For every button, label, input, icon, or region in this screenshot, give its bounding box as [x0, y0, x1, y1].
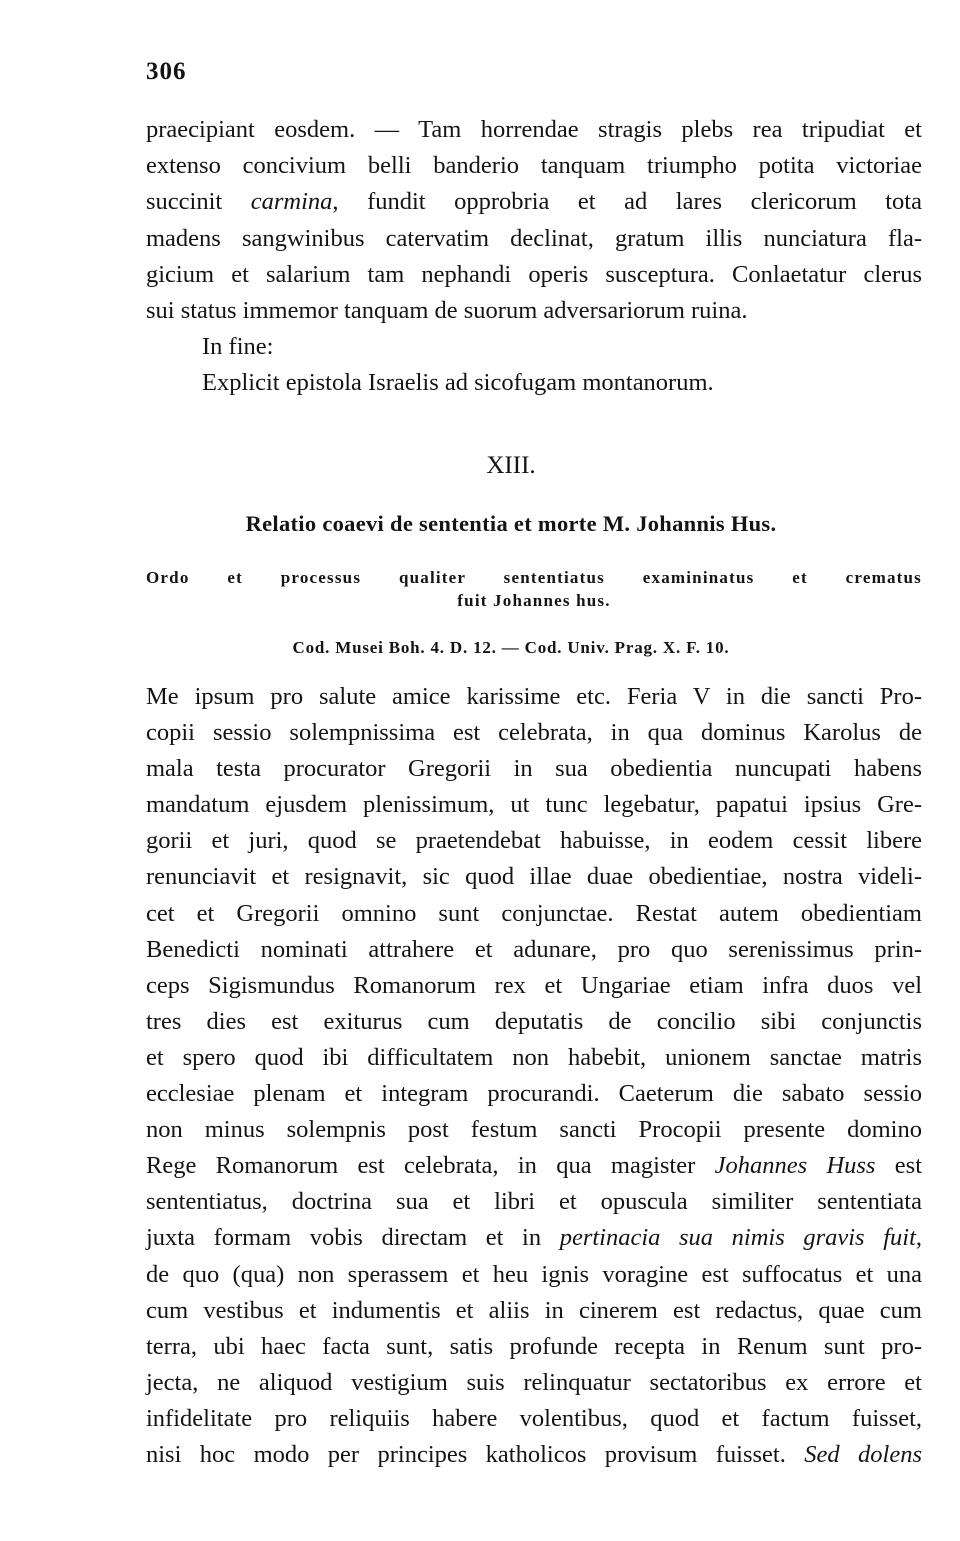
text-line: nisi hoc modo per principes katholicos provisum fuisset. Sed dolens [146, 1440, 922, 1468]
text-line: jecta, ne aliquod vestigium suis relinquatur sectatoribus ex errore et [146, 1368, 922, 1396]
section-title: Relatio coaevi de sententia et morte M. Johannis Hus. [245, 511, 777, 536]
text-line: gicium et salarium tam nephandi operis susceptura. Conlaetatur clerus [146, 260, 922, 288]
text-line: mandatum ejusdem plenissimum, ut tunc legebatur, papatui ipsius Gre- [146, 791, 922, 819]
italic-phrase: carmina [250, 188, 333, 216]
italic-phrase: Johannes Huss [714, 1152, 876, 1180]
text-line: madens sangwinibus catervatim declinat, gratum illis nunciatura fla- [146, 224, 922, 252]
explicit-line: Explicit epistola Israelis ad sicofugam montanorum. [202, 369, 714, 397]
manuscript-sources: Cod. Musei Boh. 4. D. 12. — Cod. Univ. Prag. X. F. 10. [292, 638, 730, 657]
intro-paragraph [146, 112, 922, 402]
text-line: mala testa procurator Gregorii in sua obedientia nuncupati habens [146, 755, 922, 783]
text-line: juxta formam vobis directam et in pertinacia sua nimis gravis fuit, [146, 1224, 922, 1252]
text-line: extenso concivium belli banderio tanquam triumpho potita victoriae [146, 152, 922, 180]
text-line: ceps Sigismundus Romanorum rex et Ungariae etiam infra duos vel [146, 971, 922, 999]
text-line: infidelitate pro reliquiis habere volentibus, quod et factum fuisset, [146, 1404, 922, 1432]
subtitle-line: fuit Johannes hus. [457, 591, 611, 610]
italic-phrase: Sed dolens [804, 1440, 922, 1468]
text-line: tres dies est exiturus cum deputatis de concilio sibi conjunctis [146, 1007, 922, 1035]
in-fine-line: In fine: [202, 333, 274, 361]
text-line: praecipiant eosdem. — Tam horrendae stragis plebs rea tripudiat et [146, 116, 922, 143]
text-line: renunciavit et resignavit, sic quod illae duae obedientiae, nostra videli- [146, 863, 922, 891]
page-number: 306 [146, 58, 187, 85]
text-line: cet et Gregorii omnino sunt conjunctae. Restat autem obedientiam [146, 899, 922, 927]
text-line: sententiatus, doctrina sua et libri et opuscula similiter sententiata [146, 1188, 922, 1216]
text-line: gorii et juri, quod se praetendebat habuisse, in eodem cessit libere [146, 827, 922, 855]
text-line: Me ipsum pro salute amice karissime etc. Feria V in die sancti Pro- [146, 683, 922, 710]
text-line: non minus solempnis post festum sancti Procopii presente domino [146, 1116, 922, 1144]
text-line: Rege Romanorum est celebrata, in qua magister Johannes Huss est [146, 1152, 923, 1180]
italic-phrase: pertinacia sua nimis gravis fuit [559, 1224, 916, 1252]
text-line: et spero quod ibi difficultatem non habebit, unionem sanctae matris [146, 1043, 922, 1071]
text-line: terra, ubi haec facta sunt, satis profunde recepta in Renum sunt pro- [146, 1332, 922, 1360]
text-line: succinit carmina, fundit opprobria et ad lares clericorum tota [146, 188, 922, 216]
text-line: copii sessio solempnissima est celebrata, in qua dominus Karolus de [146, 719, 922, 747]
text-line: de quo (qua) non sperassem et heu ignis voragine est suffocatus et una [146, 1260, 922, 1288]
text-line: ecclesiae plenam et integram procurandi. Caeterum die sabato sessio [146, 1080, 922, 1108]
section-number: XIII. [486, 452, 536, 479]
subtitle-line: Ordo et processus qualiter sententiatus examininatus et crematus [146, 568, 922, 587]
section-subtitle [146, 566, 922, 612]
text-line: sui status immemor tanquam de suorum adversariorum ruina. [146, 297, 748, 325]
body-paragraph [146, 679, 922, 1473]
text-line: Benedicti nominati attrahere et adunare, pro quo serenissimus prin- [146, 935, 922, 963]
text-line: cum vestibus et indumentis et aliis in cinerem est redactus, quae cum [146, 1296, 922, 1324]
